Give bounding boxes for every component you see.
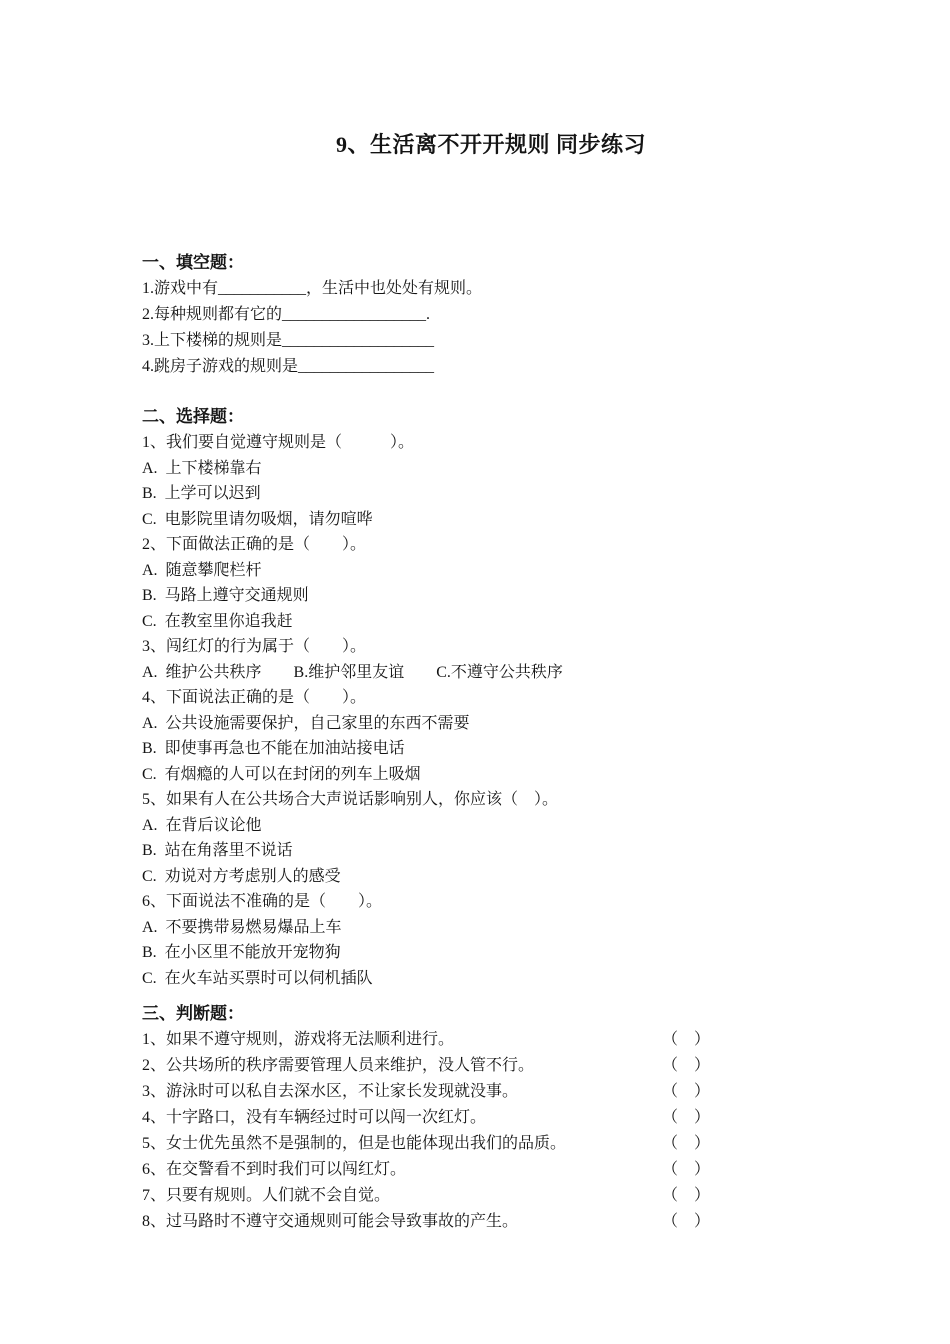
choice-option: C. 在火车站买票时可以伺机插队 [142, 969, 373, 987]
judge-answer-blank: （ ） [662, 1213, 711, 1230]
judge-answer-blank: （ ） [662, 1161, 711, 1178]
judge-answer-blank: （ ） [662, 1057, 711, 1074]
judge-statement: 7、只要有规则。人们就不会自觉。 [142, 1187, 391, 1204]
judge-answer-blank: （ ） [662, 1187, 711, 1204]
judge-statement: 3、游泳时可以私自去深水区，不让家长发现就没事。 [142, 1083, 519, 1100]
choice-question: 4、下面说法正确的是（ ）。 [142, 689, 367, 706]
choice-option-row: A. 维护公共秩序 B.维护邻里友谊 C.不遵守公共秩序 [142, 663, 563, 681]
fill-blank-line: 3.上下楼梯的规则是___________________ [142, 332, 435, 349]
judge-answer-blank: （ ） [662, 1109, 711, 1126]
choice-question: 1、我们要自觉遵守规则是（ ）。 [142, 434, 415, 451]
choice-option: C. 在教室里你追我赶 [142, 612, 293, 630]
fill-blank-line: 4.跳房子游戏的规则是_________________ [142, 358, 435, 375]
choice-option: A. 不要携带易燃易爆品上车 [142, 918, 342, 936]
page-title: 9、生活离不开开规则 同步练习 [335, 132, 646, 157]
fill-blank-line: 2.每种规则都有它的__________________. [142, 306, 431, 323]
section-multiple-choice [142, 404, 840, 991]
choice-question: 2、下面做法正确的是（ ）。 [142, 536, 367, 553]
choice-option: C. 劝说对方考虑别人的感受 [142, 867, 341, 885]
judge-row [142, 1053, 840, 1079]
choice-option: A. 在背后议论他 [142, 816, 262, 834]
choice-option: B. 站在角落里不说话 [142, 842, 293, 859]
choice-option: C. 电影院里请勿吸烟，请勿喧哗 [142, 510, 373, 528]
judge-row [142, 1079, 840, 1105]
judge-row [142, 1157, 840, 1183]
choice-option: C. 有烟瘾的人可以在封闭的列车上吸烟 [142, 765, 421, 783]
choice-option: A. 随意攀爬栏杆 [142, 561, 262, 579]
choice-option: A. 公共设施需要保护，自己家里的东西不需要 [142, 714, 470, 732]
section-true-false [142, 1001, 840, 1235]
choice-option: B. 上学可以迟到 [142, 485, 261, 502]
choice-question: 3、闯红灯的行为属于（ ）。 [142, 638, 367, 655]
judge-answer-blank: （ ） [662, 1031, 711, 1048]
choice-option: B. 在小区里不能放开宠物狗 [142, 944, 341, 961]
true-false-heading: 三、判断题： [142, 1004, 244, 1023]
choice-question: 6、下面说法不准确的是（ ）。 [142, 893, 383, 910]
judge-row [142, 1209, 840, 1235]
fill-blank-heading: 一、填空题： [142, 253, 244, 272]
judge-row [142, 1131, 840, 1157]
judge-answer-blank: （ ） [662, 1083, 711, 1100]
judge-statement: 6、在交警看不到时我们可以闯红灯。 [142, 1161, 407, 1178]
choice-option: A. 上下楼梯靠右 [142, 459, 262, 477]
judge-row [142, 1183, 840, 1209]
multiple-choice-heading: 二、选择题： [142, 407, 244, 426]
judge-answer-blank: （ ） [662, 1135, 711, 1152]
judge-statement: 8、过马路时不遵守交通规则可能会导致事故的产生。 [142, 1213, 519, 1230]
judge-row [142, 1105, 840, 1131]
choice-option: B. 即使事再急也不能在加油站接电话 [142, 740, 405, 757]
judge-statement: 5、女士优先虽然不是强制的，但是也能体现出我们的品质。 [142, 1135, 567, 1152]
judge-row [142, 1027, 840, 1053]
fill-blank-line: 1.游戏中有___________，生活中也处处有规则。 [142, 280, 483, 297]
section-fill-blank [142, 250, 840, 380]
judge-statement: 1、如果不遵守规则，游戏将无法顺利进行。 [142, 1031, 455, 1048]
choice-option: B. 马路上遵守交通规则 [142, 587, 309, 604]
judge-statement: 4、十字路口，没有车辆经过时可以闯一次红灯。 [142, 1109, 487, 1126]
judge-statement: 2、公共场所的秩序需要管理人员来维护，没人管不行。 [142, 1057, 535, 1074]
choice-question: 5、如果有人在公共场合大声说话影响别人，你应该（ ）。 [142, 791, 559, 808]
